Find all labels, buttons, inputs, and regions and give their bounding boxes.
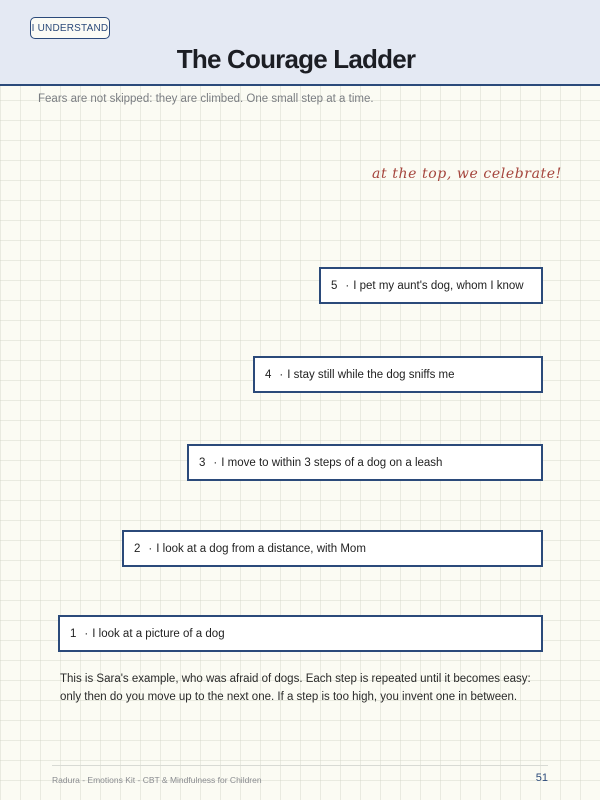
step-text: I pet my aunt's dog, whom I know — [353, 279, 524, 292]
step-separator: · — [84, 627, 89, 640]
page-number: 51 — [535, 772, 548, 784]
step-separator: · — [279, 368, 284, 381]
step-text: I look at a dog from a distance, with Mom — [156, 542, 366, 555]
page-title: The Courage Ladder — [176, 44, 416, 74]
section-tag: I UNDERSTAND — [30, 17, 110, 39]
handwritten-note: at the top, we celebrate! — [372, 166, 562, 182]
step-text: I look at a picture of a dog — [92, 627, 225, 640]
ladder-step-2 — [122, 530, 543, 567]
page-subtitle: Fears are not skipped: they are climbed. One small step at a time. — [38, 93, 374, 105]
step-number: 2 — [134, 542, 141, 555]
step-separator: · — [213, 456, 218, 469]
ladder-step-1 — [58, 615, 543, 652]
step-number: 4 — [265, 368, 272, 381]
explanation-paragraph — [60, 670, 540, 706]
explanation-line: This is Sara's example, who was afraid of dogs. Each step is repeated until it becomes easy: — [60, 673, 531, 685]
ladder-step-5 — [319, 267, 543, 304]
explanation-line: only then do you move up to the next one. If a step is too high, you invent one in between. — [60, 691, 518, 703]
step-text: I move to within 3 steps of a dog on a leash — [221, 456, 443, 469]
step-text: I stay still while the dog sniffs me — [287, 368, 455, 381]
step-separator: · — [345, 279, 350, 292]
footer-divider — [52, 765, 548, 766]
ladder-step-4 — [253, 356, 543, 393]
footer-credit: Radura - Emotions Kit - CBT & Mindfulness for Children — [52, 775, 262, 785]
step-number: 1 — [70, 627, 77, 640]
step-number: 5 — [331, 279, 338, 292]
step-number: 3 — [199, 456, 206, 469]
step-separator: · — [148, 542, 153, 555]
ladder-step-3 — [187, 444, 543, 481]
